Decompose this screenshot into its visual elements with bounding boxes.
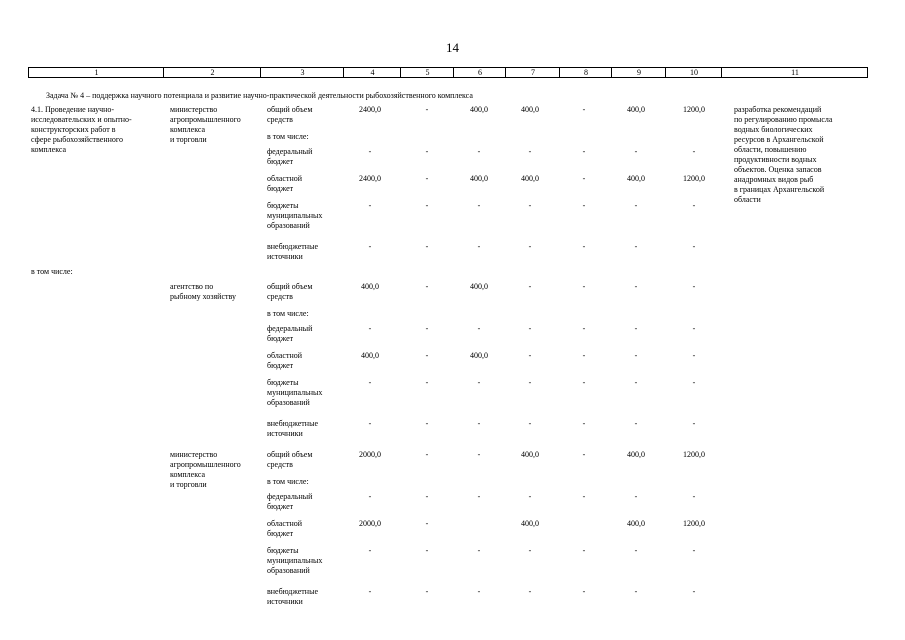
amount-cell: 2400,0	[359, 105, 381, 114]
amount-cell: -	[425, 378, 429, 387]
funding-source-line: федеральный	[267, 147, 313, 156]
funding-source	[267, 419, 318, 439]
amount-cell: -	[528, 324, 532, 333]
executor-line: агентство по	[170, 282, 214, 291]
funding-source-line: внебюджетные	[267, 419, 318, 428]
funding-source	[267, 450, 312, 470]
column-divider	[343, 68, 344, 77]
activity-line: исследовательских и опытно-	[31, 115, 132, 124]
funding-source-line: бюджет	[267, 529, 294, 538]
executor	[170, 282, 236, 302]
amount-cell: 400,0	[627, 519, 645, 528]
executor-line: и торговли	[170, 480, 207, 489]
amount-cell: 400,0	[361, 351, 379, 360]
funding-source-line: бюджет	[267, 502, 294, 511]
column-divider	[505, 68, 506, 77]
column-number-9: 9	[637, 68, 641, 77]
amount-cell: -	[425, 492, 429, 501]
amount-cell: -	[582, 450, 586, 459]
activity-line: конструкторских работ в	[31, 125, 116, 134]
amount-cell: 1200,0	[683, 174, 705, 183]
funding-source-line: общий объем	[267, 105, 313, 114]
column-number-header	[28, 67, 868, 78]
funding-source-line: бюджет	[267, 157, 294, 166]
result-line: области, повышению	[734, 145, 807, 154]
funding-source	[267, 587, 318, 607]
executor-line: агропромышленного	[170, 115, 241, 124]
funding-source-line: источники	[267, 252, 303, 261]
column-divider	[559, 68, 560, 77]
amount-cell: 400,0	[361, 282, 379, 291]
amount-cell: -	[582, 201, 586, 210]
amount-cell: -	[634, 378, 638, 387]
executor-line: агропромышленного	[170, 460, 241, 469]
column-divider	[453, 68, 454, 77]
amount-cell: -	[425, 450, 429, 459]
amount-cell: -	[692, 201, 696, 210]
amount-cell: 400,0	[627, 450, 645, 459]
funding-source	[267, 174, 302, 194]
amount-cell: -	[528, 201, 532, 210]
amount-cell: -	[528, 282, 532, 291]
amount-cell: -	[477, 201, 481, 210]
funding-source-line: областной	[267, 351, 303, 360]
amount-cell: -	[425, 147, 429, 156]
amount-cell: -	[634, 587, 638, 596]
column-divider	[260, 68, 261, 77]
amount-cell: -	[582, 587, 586, 596]
amount-cell: -	[528, 492, 532, 501]
amount-cell: -	[368, 201, 372, 210]
column-divider	[611, 68, 612, 77]
amount-cell: -	[425, 587, 429, 596]
result-line: водных биологических	[734, 125, 813, 134]
funding-source	[267, 519, 302, 539]
amount-cell: -	[425, 282, 429, 291]
funding-source-line: образований	[267, 398, 310, 407]
result-line: ресурсов в Архангельской	[734, 135, 824, 144]
amount-cell: -	[425, 105, 429, 114]
amount-cell: -	[692, 242, 696, 251]
amount-cell: -	[692, 492, 696, 501]
funding-source-line: бюджет	[267, 334, 294, 343]
amount-cell: -	[477, 419, 481, 428]
amount-cell: -	[582, 282, 586, 291]
amount-cell: -	[368, 587, 372, 596]
amount-cell: 1200,0	[683, 105, 705, 114]
amount-cell: -	[692, 324, 696, 333]
amount-cell: 400,0	[470, 105, 488, 114]
amount-cell: -	[692, 587, 696, 596]
amount-cell: -	[425, 174, 429, 183]
executor	[170, 450, 241, 490]
funding-source	[267, 105, 312, 125]
amount-cell: -	[425, 519, 429, 528]
amount-cell: 2000,0	[359, 519, 381, 528]
funding-source-line: источники	[267, 429, 303, 438]
amount-cell: -	[425, 351, 429, 360]
funding-source-line: средств	[267, 460, 293, 469]
amount-cell: -	[477, 147, 481, 156]
amount-cell: 400,0	[470, 351, 488, 360]
funding-source-line: средств	[267, 115, 293, 124]
amount-cell: -	[692, 351, 696, 360]
funding-source-line: муниципальных	[267, 211, 323, 220]
funding-source-line: образований	[267, 566, 310, 575]
activity-line: 4.1. Проведение научно-	[31, 105, 115, 114]
amount-cell: -	[692, 378, 696, 387]
amount-cell: -	[368, 378, 372, 387]
funding-source	[267, 378, 322, 408]
amount-cell: -	[582, 419, 586, 428]
executor-line: комплекса	[170, 125, 206, 134]
amount-cell: -	[634, 324, 638, 333]
result-line: объектов. Оценка запасов	[734, 165, 822, 174]
funding-source-line: в том числе:	[267, 132, 309, 141]
funding-source-line: общий объем	[267, 282, 313, 291]
executor-line: и торговли	[170, 135, 207, 144]
task-title: Задача № 4 – поддержка научного потенциала и развитие научно-практической деятельности рыбохозяйственного комплекса	[46, 91, 473, 100]
funding-source-line: областной	[267, 174, 303, 183]
amount-cell: -	[582, 242, 586, 251]
amount-cell: -	[634, 282, 638, 291]
amount-cell: -	[477, 324, 481, 333]
funding-source-line: в том числе:	[267, 309, 309, 318]
result-line: разработка рекомендаций	[734, 105, 822, 114]
executor-line: министерство	[170, 450, 218, 459]
page-number: 14	[446, 40, 459, 55]
funding-source	[267, 546, 322, 576]
amount-cell: -	[692, 282, 696, 291]
column-divider	[721, 68, 722, 77]
funding-source	[267, 324, 312, 344]
amount-cell: -	[528, 419, 532, 428]
amount-cell: 1200,0	[683, 519, 705, 528]
amount-cell: -	[528, 351, 532, 360]
amount-cell: -	[582, 378, 586, 387]
amount-cell: -	[582, 147, 586, 156]
result-line: области	[734, 195, 761, 204]
column-number-6: 6	[478, 68, 482, 77]
amount-cell: -	[634, 242, 638, 251]
amount-cell: -	[368, 419, 372, 428]
amount-cell: -	[425, 324, 429, 333]
result-line: в границах Архангельской	[734, 185, 825, 194]
activity-line: сфере рыбохозяйственного	[31, 135, 123, 144]
funding-source-line: источники	[267, 597, 303, 606]
amount-cell: -	[692, 147, 696, 156]
executor-line: министерство	[170, 105, 218, 114]
amount-cell: 2000,0	[359, 450, 381, 459]
amount-cell: -	[477, 492, 481, 501]
amount-cell: -	[368, 546, 372, 555]
column-number-3: 3	[300, 68, 305, 77]
amount-cell: -	[425, 419, 429, 428]
funding-source-line: областной	[267, 519, 303, 528]
amount-cell: -	[368, 242, 372, 251]
amount-cell: 2400,0	[359, 174, 381, 183]
funding-source-line: в том числе:	[267, 477, 309, 486]
amount-cell: -	[425, 201, 429, 210]
amount-cell: 400,0	[521, 174, 539, 183]
amount-cell: -	[528, 242, 532, 251]
activity-line: комплекса	[31, 145, 67, 154]
amount-cell: 400,0	[470, 282, 488, 291]
column-divider	[665, 68, 666, 77]
amount-cell: -	[528, 147, 532, 156]
amount-cell: -	[582, 546, 586, 555]
amount-cell: -	[477, 587, 481, 596]
funding-source	[267, 477, 309, 487]
amount-cell: -	[528, 546, 532, 555]
funding-source-line: бюджеты	[267, 546, 299, 555]
amount-cell: -	[582, 492, 586, 501]
amount-cell: -	[477, 378, 481, 387]
funding-source-line: муниципальных	[267, 556, 323, 565]
column-number-7: 7	[531, 68, 535, 77]
funding-source-line: бюджет	[267, 184, 294, 193]
amount-cell: -	[634, 351, 638, 360]
amount-cell: -	[477, 450, 481, 459]
column-number-5: 5	[425, 68, 430, 77]
funding-source	[267, 492, 312, 512]
amount-cell: -	[528, 587, 532, 596]
column-divider	[400, 68, 401, 77]
amount-cell: -	[582, 174, 586, 183]
funding-source-line: образований	[267, 221, 310, 230]
executor-line: комплекса	[170, 470, 206, 479]
executor-line: рыбному хозяйству	[170, 292, 237, 301]
funding-source-line: внебюджетные	[267, 242, 318, 251]
column-number-10: 10	[690, 68, 698, 77]
funding-source-line: федеральный	[267, 324, 313, 333]
column-number-2: 2	[210, 68, 215, 77]
amount-cell: 400,0	[470, 174, 488, 183]
amount-cell: -	[582, 351, 586, 360]
result-line: по регулированию промысла	[734, 115, 833, 124]
amount-cell: -	[425, 546, 429, 555]
funding-source	[267, 309, 309, 319]
amount-cell: -	[634, 419, 638, 428]
column-number-1: 1	[94, 68, 99, 77]
amount-cell: -	[634, 201, 638, 210]
funding-source-line: федеральный	[267, 492, 313, 501]
funding-source-line: бюджет	[267, 361, 294, 370]
amount-cell: 400,0	[627, 105, 645, 114]
result-line: продуктивности водных	[734, 155, 817, 164]
expected-result	[734, 105, 832, 205]
amount-cell: 400,0	[521, 519, 539, 528]
funding-source	[267, 132, 309, 142]
amount-cell: -	[634, 546, 638, 555]
amount-cell: -	[692, 546, 696, 555]
amount-cell: 400,0	[521, 105, 539, 114]
amount-cell: -	[368, 147, 372, 156]
funding-source	[267, 242, 318, 262]
amount-cell: -	[634, 492, 638, 501]
activity-description	[31, 105, 132, 155]
in-total-label: в том числе:	[31, 267, 73, 276]
amount-cell: -	[692, 419, 696, 428]
amount-cell: -	[477, 242, 481, 251]
amount-cell: 1200,0	[683, 450, 705, 459]
column-number-8: 8	[584, 68, 588, 77]
result-line: анадромных видов рыб	[734, 175, 814, 184]
column-number-11: 11	[791, 68, 799, 77]
funding-source-line: средств	[267, 292, 293, 301]
amount-cell: 400,0	[521, 450, 539, 459]
amount-cell: -	[368, 492, 372, 501]
funding-source	[267, 351, 302, 371]
amount-cell: -	[368, 324, 372, 333]
amount-cell: -	[528, 378, 532, 387]
amount-cell: -	[477, 546, 481, 555]
funding-source-line: бюджеты	[267, 201, 299, 210]
funding-source	[267, 282, 312, 302]
funding-source-line: бюджеты	[267, 378, 299, 387]
funding-source	[267, 147, 312, 167]
executor	[170, 105, 241, 145]
funding-source-line: внебюджетные	[267, 587, 318, 596]
funding-source	[267, 201, 322, 231]
amount-cell: -	[582, 105, 586, 114]
column-number-4: 4	[370, 68, 375, 77]
funding-source-line: общий объем	[267, 450, 313, 459]
funding-source-line: муниципальных	[267, 388, 323, 397]
column-divider	[163, 68, 164, 77]
amount-cell: 400,0	[627, 174, 645, 183]
amount-cell: -	[582, 324, 586, 333]
amount-cell: -	[425, 242, 429, 251]
amount-cell: -	[634, 147, 638, 156]
